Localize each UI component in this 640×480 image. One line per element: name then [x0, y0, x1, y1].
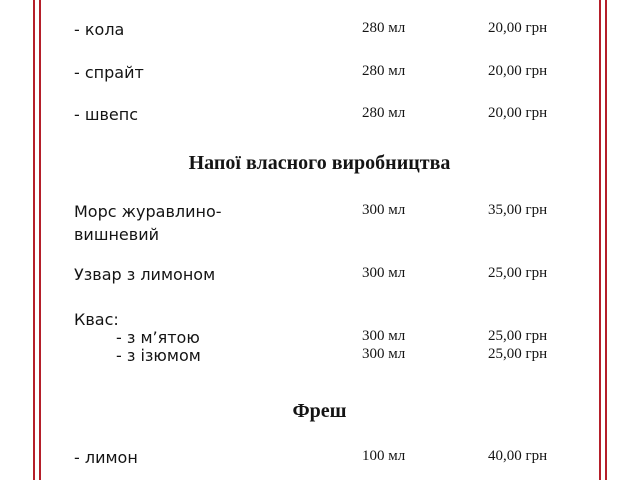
item-price: 35,00 грн [488, 202, 548, 218]
item-name-line1: Морс журавлино- [74, 202, 222, 221]
item-name: - швепс [74, 105, 139, 124]
item-name: Узвар з лимоном [74, 265, 216, 284]
item-volume: 100 мл [362, 448, 406, 464]
item-name: - кола [74, 20, 125, 39]
section-heading-fresh: Фреш [292, 400, 347, 422]
item-name-line2: вишневий [74, 225, 159, 244]
item-name: - з м’ятою [116, 328, 200, 347]
item-name: Квас: [74, 310, 119, 329]
item-name: - з ізюмом [116, 346, 201, 365]
item-name: - спрайт [74, 63, 144, 82]
section-heading-own-production: Напої власного виробництва [188, 152, 451, 174]
menu-item-sprite [0, 63, 640, 87]
item-volume: 300 мл [362, 202, 406, 218]
item-price: 20,00 грн [488, 105, 548, 121]
menu-item-mors [0, 202, 640, 226]
item-volume: 280 мл [362, 105, 406, 121]
item-price: 40,00 грн [488, 448, 548, 464]
item-price: 25,00 грн [488, 328, 548, 344]
item-volume: 300 мл [362, 328, 406, 344]
item-price: 25,00 грн [488, 265, 548, 281]
item-price: 25,00 грн [488, 346, 548, 362]
item-volume: 300 мл [362, 346, 406, 362]
item-name: - лимон [74, 448, 138, 467]
item-price: 20,00 грн [488, 20, 548, 36]
item-volume: 280 мл [362, 20, 406, 36]
menu-item-mors-line2 [0, 225, 640, 249]
menu-item-kvas-raisin [0, 346, 640, 370]
menu-item-uzvar [0, 265, 640, 289]
menu-item-lemon-fresh [0, 448, 640, 472]
menu-item-cola [0, 20, 640, 44]
item-volume: 300 мл [362, 265, 406, 281]
item-volume: 280 мл [362, 63, 406, 79]
item-price: 20,00 грн [488, 63, 548, 79]
menu-item-schweppes [0, 105, 640, 129]
